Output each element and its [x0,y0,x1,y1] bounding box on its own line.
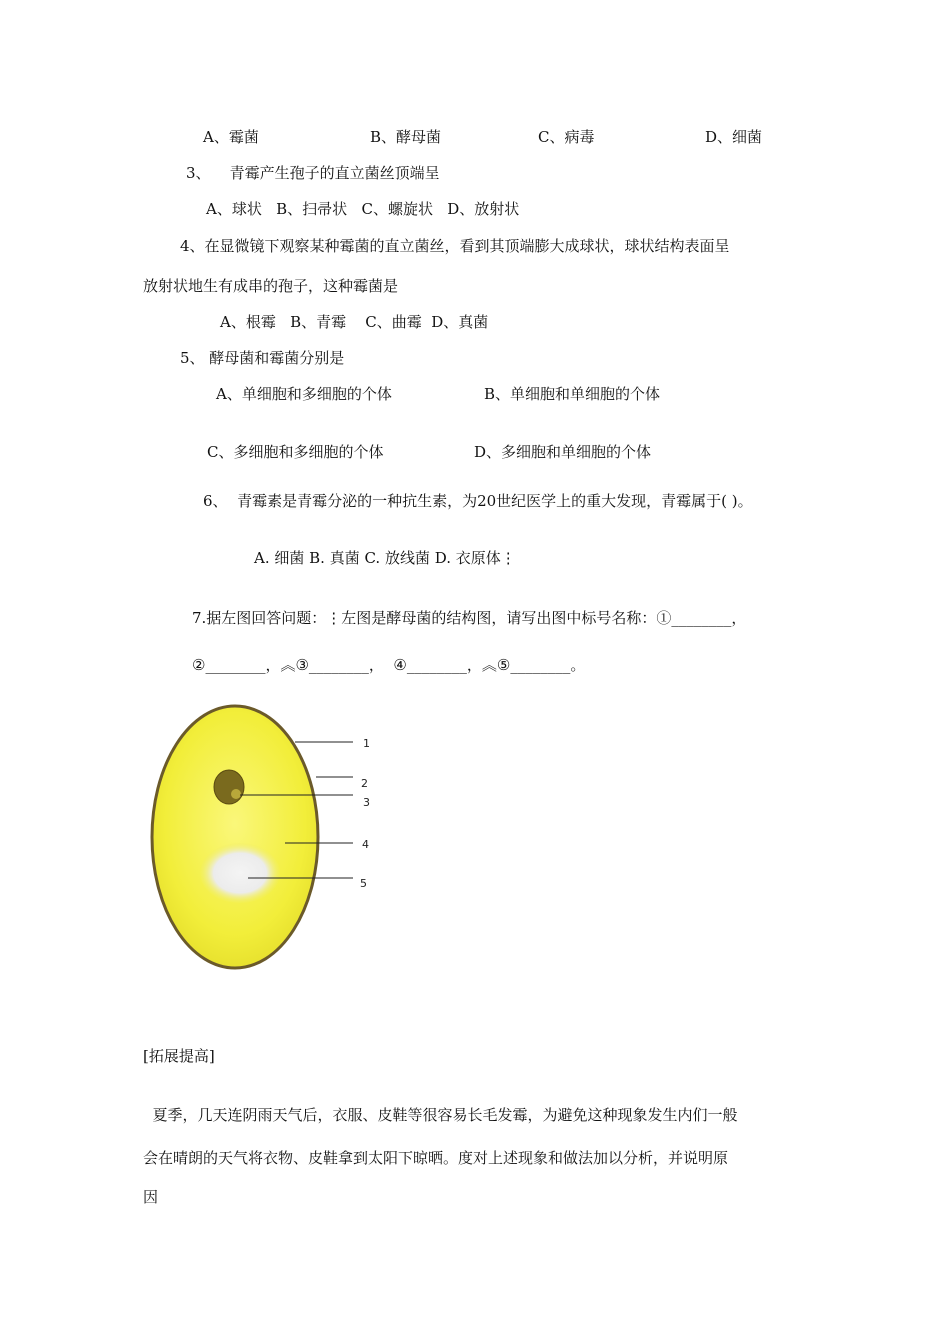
extension-heading: [拓展提高] [143,1047,215,1065]
figure-label-4: 4 [362,838,369,851]
q3-options: A、球状 B、扫帚状 C、螺旋状 D、放射状 [206,200,520,218]
extension-paragraph-line1: 夏季，几天连阴雨天气后，衣服、皮鞋等很容易长毛发霉，为避免这种现象发生内们一般 [143,1106,738,1124]
q4-stem-line2: 放射状地生有成串的孢子，这种霉菌是 [143,277,399,295]
q7-stem-line1: 7.据左图回答问题：⋮左图是酵母菌的结构图，请写出图中标号名称：①________， [192,609,747,627]
q6-options: A. 细菌 B. 真菌 C. 放线菌 D. 衣原体⋮ [254,549,516,567]
q6-stem: 6、 青霉素是青霉分泌的一种抗生素，为20世纪医学上的重大发现，青霉属于( )。 [203,492,753,510]
yeast-nucleus-highlight [231,789,241,799]
yeast-vacuole [200,843,280,903]
extension-paragraph-line3: 因 [143,1188,159,1206]
q5-stem: 5、 酵母菌和霉菌分别是 [180,349,345,367]
q5-option-a: A、单细胞和多细胞的个体 [216,385,392,403]
figure-label-2: 2 [361,777,368,790]
figure-label-5: 5 [360,877,367,890]
yeast-structure-figure [140,700,400,970]
q3-stem: 3、 青霉产生孢子的直立菌丝顶端呈 [186,164,440,182]
yeast-nucleus [214,770,244,804]
extension-paragraph-line2: 会在晴朗的天气将衣物、皮鞋拿到太阳下晾晒。度对上述现象和做法加以分析，并说明原 [143,1149,729,1167]
q2-option-b: B、酵母菌 [370,128,442,146]
figure-label-3: 3 [363,796,370,809]
q4-options: A、根霉 B、青霉 C、曲霉 D、真菌 [220,313,489,331]
q2-option-c: C、病毒 [538,128,595,146]
q5-option-d: D、多细胞和单细胞的个体 [474,443,652,461]
q4-stem-line1: 4、在显微镜下观察某种霉菌的直立菌丝，看到其顶端膨大成球状，球状结构表面呈 [180,237,730,255]
q5-option-c: C、多细胞和多细胞的个体 [207,443,384,461]
figure-label-1: 1 [363,737,370,750]
q7-stem-line2: ②________，︽③________， ④________，︽⑤________。 [192,656,586,674]
yeast-cell-wall [152,706,318,968]
yeast-diagram-svg [140,700,400,970]
q5-option-b: B、单细胞和单细胞的个体 [484,385,661,403]
q2-option-a: A、霉菌 [203,128,259,146]
q2-option-d: D、细菌 [705,128,763,146]
